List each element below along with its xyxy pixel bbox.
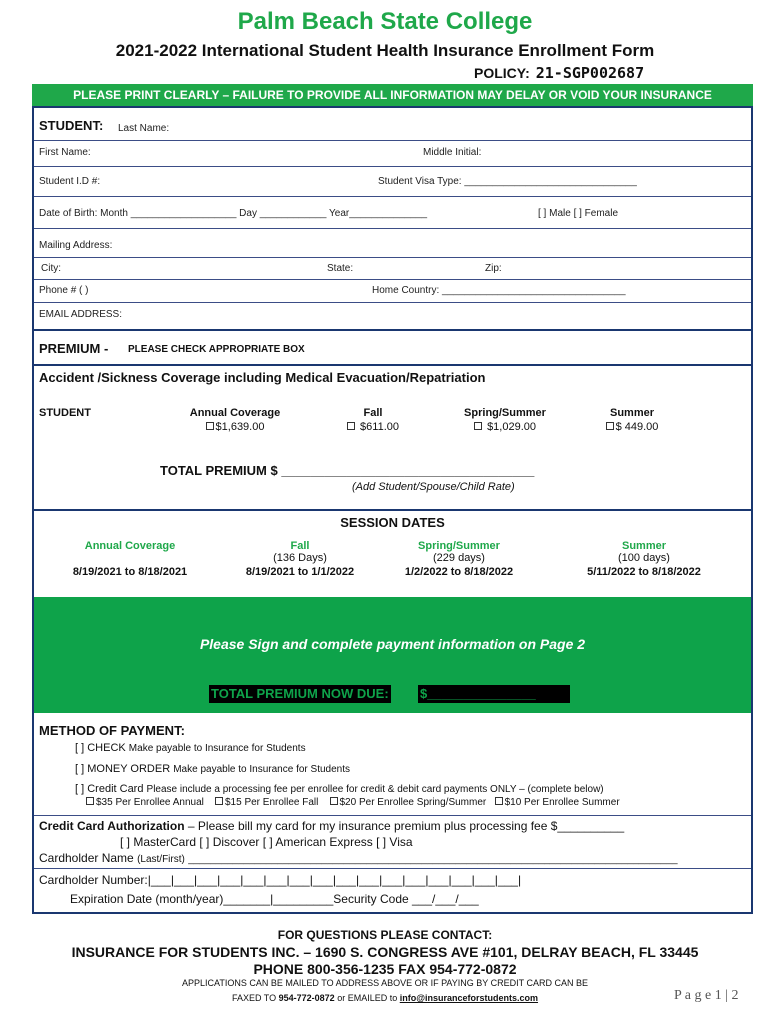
visa-type-label: Student Visa Type: _______________________________: [378, 176, 637, 187]
divider: [34, 257, 751, 258]
session-annual: [50, 540, 210, 578]
cardholder-name: [39, 851, 678, 865]
mail-note: APPLICATIONS CAN BE MAILED TO ADDRESS ABOVE OR IF PAYING BY CREDIT CARD CAN BE: [182, 978, 588, 988]
state-label: State:: [327, 263, 354, 274]
col-price-row: [313, 421, 433, 433]
cc-auth-text[interactable]: – Please bill my card for my insurance premium plus processing fee $__________: [187, 819, 625, 833]
total-premium-line[interactable]: TOTAL PREMIUM $ ___________________________________: [160, 463, 535, 478]
divider: [34, 279, 751, 280]
session-heading: SESSION DATES: [340, 515, 445, 530]
questions-heading: FOR QUESTIONS PLEASE CONTACT:: [277, 928, 493, 942]
total-due-label: TOTAL PREMIUM NOW DUE:: [211, 686, 389, 701]
col-name: Fall: [363, 407, 383, 419]
student-heading: STUDENT:: [39, 118, 104, 133]
notice-bar: PLEASE PRINT CLEARLY – FAILURE TO PROVIDE ALL INFORMATION MAY DELAY OR VOID YOUR INSURANCE: [32, 84, 753, 106]
divider: [34, 196, 751, 197]
payment-credit-card[interactable]: [75, 783, 604, 795]
checkbox[interactable]: [495, 797, 503, 805]
fee-fall: $15 Per Enrollee Fall: [224, 797, 319, 808]
checkbox[interactable]: [330, 797, 338, 805]
payment-check[interactable]: [75, 742, 306, 754]
cc-auth-label: Credit Card Authorization: [39, 819, 185, 833]
session-name: Annual Coverage: [84, 540, 176, 552]
college-name: Palm Beach State College: [237, 8, 533, 35]
col-price-row: [580, 421, 684, 433]
col-price-row: [170, 421, 300, 433]
credit-card-option[interactable]: [ ] Credit Card: [75, 783, 144, 795]
credit-card-note: Please include a processing fee per enrollee for credit & debit card payments ONLY – (complete below): [146, 784, 604, 795]
email-label: EMAIL ADDRESS:: [39, 309, 122, 320]
session-days: (136 Days): [273, 552, 327, 564]
email-link[interactable]: info@insuranceforstudents.com: [399, 993, 539, 1003]
row-label-student: STUDENT: [39, 407, 91, 419]
fee-annual: $35 Per Enrollee Annual: [96, 797, 204, 808]
session-dates: 1/2/2022 to 8/18/2022: [404, 566, 514, 578]
session-name: Fall: [290, 540, 310, 552]
session-name: Spring/Summer: [418, 540, 500, 552]
sign-message: Please Sign and complete payment information on Page 2: [199, 636, 586, 652]
premium-col-fall: [313, 407, 433, 433]
checkbox[interactable]: [206, 422, 214, 430]
fee-summer: $10 Per Enrollee Summer: [504, 797, 620, 808]
col-price: $1,639.00: [215, 421, 265, 433]
cardholder-name-note: (Last/First): [137, 854, 185, 865]
payment-heading: METHOD OF PAYMENT:: [39, 723, 185, 738]
company-address: INSURANCE FOR STUDENTS INC. – 1690 S. CONGRESS AVE #101, DELRAY BEACH, FL 33445: [71, 944, 699, 960]
fax-mid: or EMAILED to: [334, 993, 400, 1003]
col-price: $611.00: [360, 421, 399, 433]
phone-label: Phone # ( ): [39, 285, 89, 296]
session-days: [50, 552, 210, 565]
payment-money-order[interactable]: [75, 763, 350, 775]
divider: [34, 166, 751, 167]
page-number: P a g e 1 | 2: [674, 988, 739, 1003]
card-number-label: Cardholder Number:: [39, 873, 148, 887]
student-id-label: Student I.D #:: [39, 176, 101, 187]
session-name: Summer: [621, 540, 667, 552]
coverage-title: Accident /Sickness Coverage including Medical Evacuation/Repatriation: [39, 370, 486, 385]
section-divider: [34, 364, 751, 366]
session-dates: 8/19/2021 to 8/18/2021: [72, 566, 188, 578]
col-name: Summer: [609, 407, 655, 419]
expiration-row[interactable]: Expiration Date (month/year)_______|_________Security Code ___/___/___: [70, 892, 479, 906]
col-name: Spring/Summer: [464, 407, 546, 419]
section-divider: [34, 509, 751, 511]
premium-col-summer: [580, 407, 684, 433]
card-number-row: [39, 873, 521, 887]
session-dates: 8/19/2021 to 1/1/2022: [245, 566, 355, 578]
col-price: $ 449.00: [615, 421, 659, 433]
session-dates: 5/11/2022 to 8/18/2022: [587, 566, 701, 578]
fax-prefix: FAXED TO: [231, 993, 279, 1003]
home-country-label: Home Country: _________________________________: [372, 285, 626, 296]
dob-label: Date of Birth: Month ___________________ Day ____________ Year______________: [39, 208, 428, 219]
divider: [34, 302, 751, 303]
premium-subheading: PLEASE CHECK APPROPRIATE BOX: [128, 344, 305, 355]
total-premium-note: (Add Student/Spouse/Child Rate): [352, 481, 515, 493]
card-types[interactable]: [ ] MasterCard [ ] Discover [ ] American Express [ ] Visa: [120, 835, 413, 849]
divider: [34, 815, 751, 816]
gender-options: [ ] Male [ ] Female: [538, 208, 619, 219]
policy-number: 21-SGP002687: [535, 64, 645, 82]
divider: [34, 868, 751, 869]
company-phone: PHONE 800-356-1235 FAX 954-772-0872: [253, 961, 517, 977]
divider: [34, 228, 751, 229]
money-order-option[interactable]: [ ] MONEY ORDER: [75, 763, 171, 775]
check-note: Make payable to Insurance for Students: [128, 743, 306, 754]
premium-col-spring-summer: [445, 407, 565, 433]
session-fall: [222, 540, 378, 578]
session-days: (100 days): [618, 552, 670, 564]
col-price: $1,029.00: [487, 421, 536, 433]
checkbox[interactable]: [215, 797, 223, 805]
mailing-address-label: Mailing Address:: [39, 240, 113, 251]
checkbox[interactable]: [474, 422, 482, 430]
session-summer: [564, 540, 724, 578]
policy-label: POLICY:: [474, 65, 530, 81]
fax-email-note: [0, 993, 770, 1003]
col-name: Annual Coverage: [189, 407, 281, 419]
session-days: (229 days): [433, 552, 485, 564]
session-spring-summer: [384, 540, 534, 578]
policy: [474, 64, 644, 82]
form-title: 2021-2022 International Student Health Insurance Enrollment Form: [115, 41, 655, 60]
checkbox[interactable]: [347, 422, 355, 430]
cardholder-name-label: Cardholder Name: [39, 851, 134, 865]
check-option[interactable]: [ ] CHECK: [75, 742, 126, 754]
card-number-field[interactable]: |___|___|___|___|___|___|___|___|___|___|___|___|___|___|___|___|: [147, 873, 522, 887]
first-name-label: First Name:: [39, 147, 91, 158]
cardholder-name-field[interactable]: ________________________________________________________________________________________: [188, 854, 678, 865]
total-due-amount[interactable]: $_______________: [418, 685, 570, 703]
money-order-note: Make payable to Insurance for Students: [173, 764, 350, 775]
col-price-row: [445, 421, 565, 433]
fax-number: 954-772-0872: [278, 993, 335, 1003]
sign-banner: [34, 597, 751, 713]
zip-label: Zip:: [485, 263, 502, 274]
premium-col-annual: [170, 407, 300, 433]
section-divider: [34, 329, 751, 331]
fee-options: [86, 797, 620, 808]
city-label: City:: [41, 263, 61, 274]
fee-spring-summer: $20 Per Enrollee Spring/Summer: [339, 797, 487, 808]
checkbox[interactable]: [86, 797, 94, 805]
middle-initial-label: Middle Initial:: [423, 147, 482, 158]
cc-authorization: [39, 819, 624, 833]
checkbox[interactable]: [606, 422, 614, 430]
premium-heading: PREMIUM -: [39, 341, 109, 356]
last-name-label: Last Name:: [118, 123, 170, 134]
divider: [34, 140, 751, 141]
